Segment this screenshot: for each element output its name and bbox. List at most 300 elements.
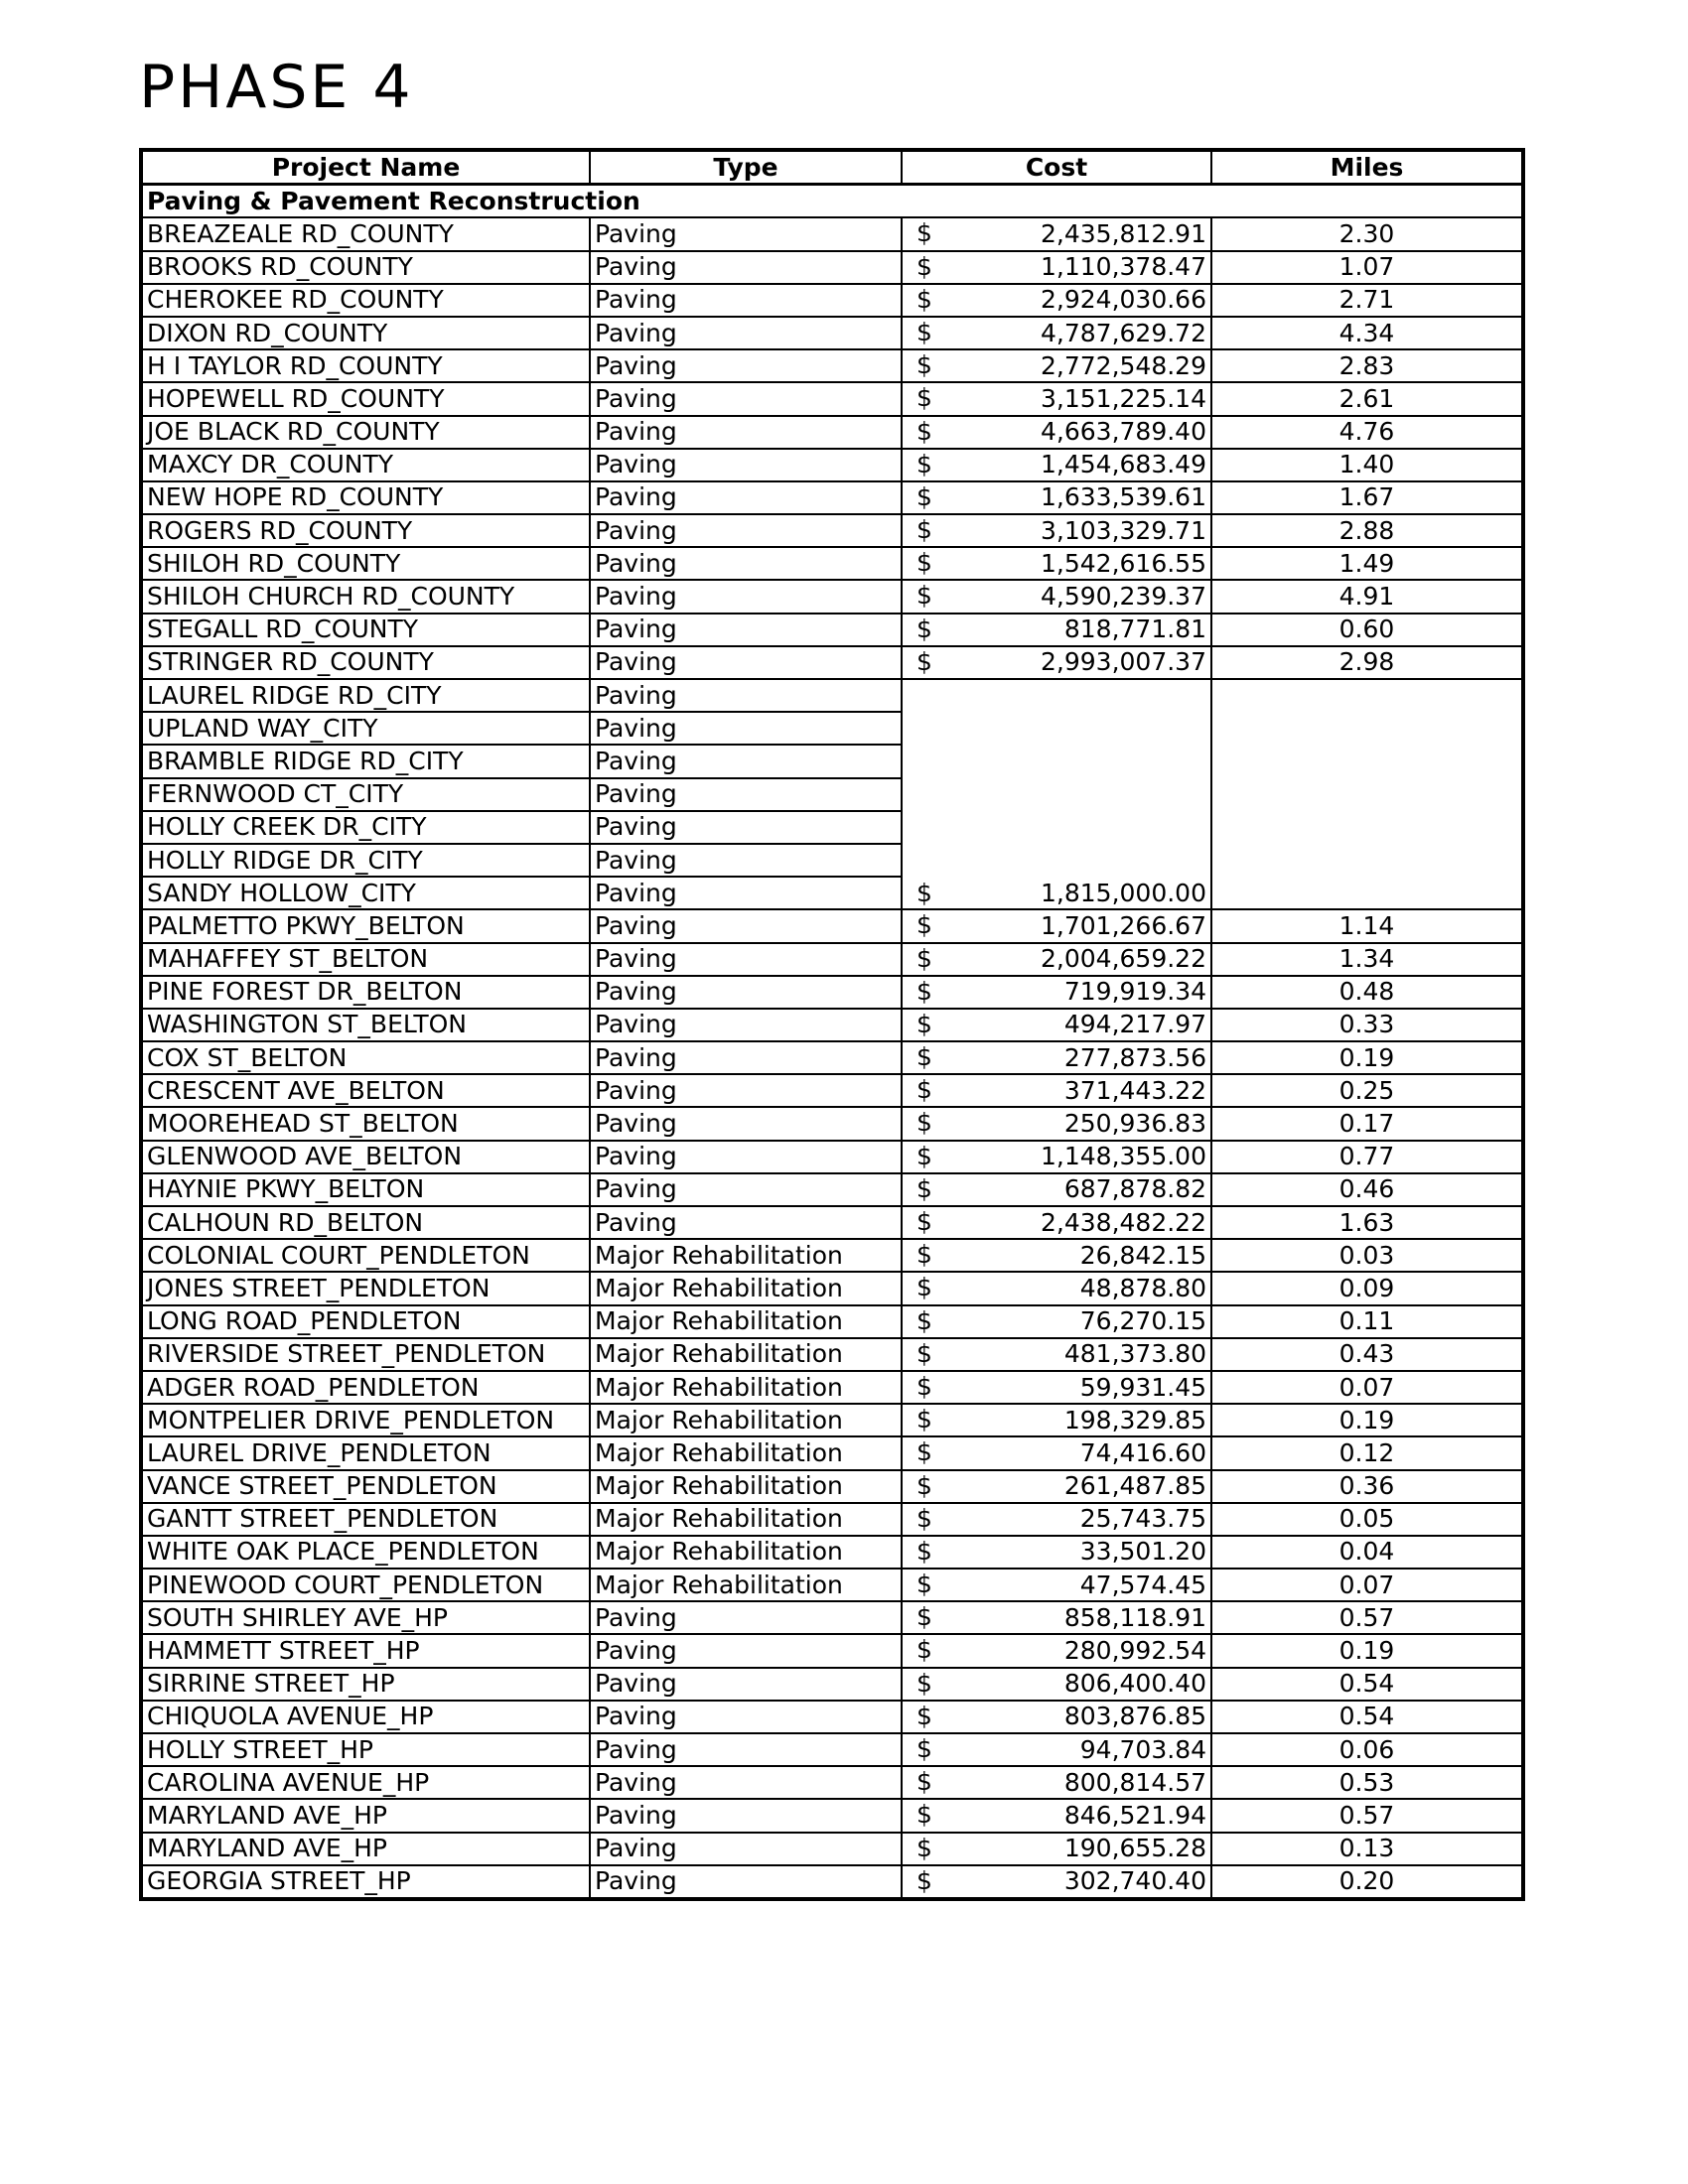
miles-cell: 0.19 [1211,1634,1523,1667]
cost-value: 687,878.82 [1063,1174,1206,1204]
currency-symbol: $ [916,416,932,446]
table-row [141,976,1523,1009]
cost-value: 1,542,616.55 [1041,548,1206,578]
type-cell: Paving [590,1701,902,1733]
table-row [141,1536,1523,1569]
project-name-cell: BROOKS RD_COUNTY [141,251,590,284]
project-name-cell: PALMETTO PKWY_BELTON [141,909,590,942]
type-cell: Major Rehabilitation [590,1404,902,1436]
project-name-cell: CAROLINA AVENUE_HP [141,1766,590,1799]
table-row [141,614,1523,646]
currency-symbol: $ [916,1141,932,1170]
cost-value: 302,740.40 [1063,1866,1206,1896]
project-name-cell: HOLLY CREEK DR_CITY [141,811,590,844]
cost-value: 190,655.28 [1063,1834,1206,1863]
cost-value: 846,521.94 [1063,1800,1206,1830]
cost-cell [902,1305,1211,1338]
currency-symbol: $ [916,383,932,413]
currency-symbol: $ [916,910,932,940]
project-name-cell: GANTT STREET_PENDLETON [141,1503,590,1536]
type-cell: Paving [590,778,902,811]
cost-value: 806,400.40 [1063,1669,1206,1699]
cost-value: 803,876.85 [1063,1702,1206,1731]
type-cell: Paving [590,679,902,712]
project-name-cell: BRAMBLE RIDGE RD_CITY [141,745,590,777]
type-cell: Paving [590,877,902,909]
miles-cell: 0.36 [1211,1470,1523,1503]
table-row [141,1569,1523,1601]
miles-cell: 0.13 [1211,1833,1523,1865]
cost-cell [902,1503,1211,1536]
cost-cell [902,1668,1211,1701]
table-row [141,1141,1523,1173]
miles-cell: 1.34 [1211,943,1523,976]
project-name-cell: WASHINGTON ST_BELTON [141,1009,590,1041]
cost-value: 76,270.15 [1079,1306,1206,1336]
project-name-cell: HOLLY STREET_HP [141,1733,590,1766]
cost-cell [902,909,1211,942]
project-name-cell: PINEWOOD COURT_PENDLETON [141,1569,590,1601]
currency-symbol: $ [916,1371,932,1401]
cost-value: 1,110,378.47 [1041,252,1206,282]
cost-cell [902,1009,1211,1041]
project-name-cell: LAUREL RIDGE RD_CITY [141,679,590,712]
cost-cell [902,679,1211,909]
table-row [141,1173,1523,1206]
type-cell: Paving [590,349,902,382]
miles-cell: 0.48 [1211,976,1523,1009]
currency-symbol: $ [916,218,932,248]
cost-cell [902,1404,1211,1436]
type-cell: Major Rehabilitation [590,1371,902,1404]
type-cell: Paving [590,646,902,679]
type-cell: Paving [590,217,902,250]
type-cell: Paving [590,1074,902,1107]
table-row [141,1601,1523,1634]
cost-cell [902,1141,1211,1173]
type-cell: Major Rehabilitation [590,1338,902,1371]
project-name-cell: MAHAFFEY ST_BELTON [141,943,590,976]
cost-cell [902,1634,1211,1667]
cost-cell [902,547,1211,580]
currency-symbol: $ [916,1207,932,1236]
type-cell: Paving [590,284,902,317]
cost-cell [902,1338,1211,1371]
type-cell: Paving [590,580,902,613]
cost-cell [902,317,1211,349]
project-name-cell: COLONIAL COURT_PENDLETON [141,1239,590,1272]
project-name-cell: CALHOUN RD_BELTON [141,1206,590,1239]
project-name-cell: BREAZEALE RD_COUNTY [141,217,590,250]
table-header-row [141,150,1523,185]
miles-cell: 4.34 [1211,317,1523,349]
project-name-cell: NEW HOPE RD_COUNTY [141,481,590,514]
table-row [141,1272,1523,1304]
project-name-cell: ROGERS RD_COUNTY [141,514,590,547]
project-name-cell: MONTPELIER DRIVE_PENDLETON [141,1404,590,1436]
miles-cell: 2.83 [1211,349,1523,382]
cost-cell [902,1733,1211,1766]
currency-symbol: $ [916,1240,932,1270]
cost-value: 4,787,629.72 [1041,318,1206,347]
currency-symbol: $ [916,1536,932,1566]
miles-cell: 0.77 [1211,1141,1523,1173]
currency-symbol: $ [916,317,932,346]
cost-cell [902,1701,1211,1733]
cost-value: 198,329.85 [1063,1405,1206,1434]
miles-cell: 0.33 [1211,1009,1523,1041]
table-row [141,1206,1523,1239]
table-row [141,1799,1523,1832]
table-row [141,1470,1523,1503]
project-name-cell: LAUREL DRIVE_PENDLETON [141,1436,590,1469]
type-cell: Paving [590,844,902,877]
currency-symbol: $ [916,1437,932,1467]
currency-symbol: $ [916,581,932,611]
table-row [141,1371,1523,1404]
project-name-cell: VANCE STREET_PENDLETON [141,1470,590,1503]
table-row [141,514,1523,547]
type-cell: Major Rehabilitation [590,1470,902,1503]
miles-cell: 0.17 [1211,1107,1523,1140]
cost-value: 2,924,030.66 [1041,285,1206,315]
cost-cell [902,217,1211,250]
table-row [141,646,1523,679]
project-name-cell: HOPEWELL RD_COUNTY [141,382,590,415]
currency-symbol: $ [916,1635,932,1665]
currency-symbol: $ [916,1602,932,1632]
miles-cell: 0.60 [1211,614,1523,646]
cost-value: 250,936.83 [1063,1109,1206,1139]
cost-cell [902,416,1211,449]
table-row [141,1701,1523,1733]
project-name-cell: PINE FOREST DR_BELTON [141,976,590,1009]
table-row [141,317,1523,349]
type-cell: Paving [590,943,902,976]
miles-cell: 1.40 [1211,449,1523,481]
cost-value: 1,815,000.00 [1041,879,1206,908]
type-cell: Paving [590,317,902,349]
table-row [141,1733,1523,1766]
cost-cell [902,449,1211,481]
miles-cell: 0.54 [1211,1701,1523,1733]
miles-cell: 1.63 [1211,1206,1523,1239]
project-name-cell: WHITE OAK PLACE_PENDLETON [141,1536,590,1569]
currency-symbol: $ [916,1865,932,1895]
currency-symbol: $ [916,284,932,314]
project-name-cell: STEGALL RD_COUNTY [141,614,590,646]
cost-value: 74,416.60 [1079,1437,1206,1467]
project-name-cell: GEORGIA STREET_HP [141,1865,590,1899]
cost-value: 47,574.45 [1079,1570,1206,1599]
type-cell: Paving [590,745,902,777]
project-name-cell: LONG ROAD_PENDLETON [141,1305,590,1338]
type-cell: Major Rehabilitation [590,1436,902,1469]
miles-cell: 1.07 [1211,251,1523,284]
table-row [141,1041,1523,1074]
miles-cell: 1.14 [1211,909,1523,942]
type-cell: Paving [590,416,902,449]
miles-cell: 0.05 [1211,1503,1523,1536]
currency-symbol: $ [916,1405,932,1434]
header-type: Type [590,150,902,185]
cost-value: 2,993,007.37 [1041,647,1206,677]
cost-value: 59,931.45 [1079,1372,1206,1402]
table-row [141,1766,1523,1799]
miles-cell: 0.25 [1211,1074,1523,1107]
cost-cell [902,646,1211,679]
currency-symbol: $ [916,1570,932,1599]
currency-symbol: $ [916,251,932,281]
cost-cell [902,1766,1211,1799]
miles-cell [1211,679,1523,909]
miles-cell: 2.30 [1211,217,1523,250]
table-row [141,1865,1523,1899]
currency-symbol: $ [916,1470,932,1500]
cost-cell [902,1239,1211,1272]
cost-value: 494,217.97 [1063,1010,1206,1039]
currency-symbol: $ [916,976,932,1006]
section-row [141,185,1523,218]
project-name-cell: GLENWOOD AVE_BELTON [141,1141,590,1173]
type-cell: Paving [590,1766,902,1799]
miles-cell: 0.09 [1211,1272,1523,1304]
currency-symbol: $ [916,1701,932,1730]
miles-cell: 4.91 [1211,580,1523,613]
table-row [141,382,1523,415]
project-name-cell: UPLAND WAY_CITY [141,712,590,745]
type-cell: Paving [590,251,902,284]
section-title: Paving & Pavement Reconstruction [141,185,1523,218]
table-row [141,1305,1523,1338]
currency-symbol: $ [916,646,932,676]
miles-cell: 0.57 [1211,1799,1523,1832]
type-cell: Major Rehabilitation [590,1272,902,1304]
currency-symbol: $ [916,350,932,380]
currency-symbol: $ [916,614,932,643]
project-name-cell: STRINGER RD_COUNTY [141,646,590,679]
cost-value: 2,004,659.22 [1041,944,1206,974]
miles-cell: 2.71 [1211,284,1523,317]
type-cell: Paving [590,1865,902,1899]
table-row [141,1074,1523,1107]
cost-value: 719,919.34 [1063,977,1206,1007]
cost-value: 4,590,239.37 [1041,582,1206,612]
cost-value: 48,878.80 [1079,1273,1206,1302]
miles-cell: 0.07 [1211,1371,1523,1404]
miles-cell: 0.53 [1211,1766,1523,1799]
miles-cell: 0.20 [1211,1865,1523,1899]
table-row [141,943,1523,976]
cost-cell [902,1107,1211,1140]
miles-cell: 0.19 [1211,1041,1523,1074]
cost-cell [902,1371,1211,1404]
cost-value: 481,373.80 [1063,1339,1206,1369]
type-cell: Paving [590,909,902,942]
table-row [141,1404,1523,1436]
table-row [141,251,1523,284]
type-cell: Major Rehabilitation [590,1305,902,1338]
cost-value: 3,151,225.14 [1041,383,1206,413]
currency-symbol: $ [916,1108,932,1138]
table-row [141,1338,1523,1371]
cost-cell [902,514,1211,547]
currency-symbol: $ [916,879,932,908]
currency-symbol: $ [916,1734,932,1763]
type-cell: Paving [590,1733,902,1766]
project-name-cell: MOOREHEAD ST_BELTON [141,1107,590,1140]
project-name-cell: RIVERSIDE STREET_PENDLETON [141,1338,590,1371]
cost-cell [902,1799,1211,1832]
page-title: PHASE 4 [139,53,414,122]
table-row [141,909,1523,942]
type-cell: Paving [590,1634,902,1667]
project-name-cell: FERNWOOD CT_CITY [141,778,590,811]
header-miles: Miles [1211,150,1523,185]
project-name-cell: MARYLAND AVE_HP [141,1799,590,1832]
project-name-cell: COX ST_BELTON [141,1041,590,1074]
table-row [141,1009,1523,1041]
cost-value: 94,703.84 [1079,1734,1206,1764]
miles-cell: 0.11 [1211,1305,1523,1338]
miles-cell: 2.61 [1211,382,1523,415]
currency-symbol: $ [916,1173,932,1203]
cost-value: 3,103,329.71 [1041,515,1206,545]
cost-cell [902,284,1211,317]
cost-cell [902,251,1211,284]
miles-cell: 4.76 [1211,416,1523,449]
project-name-cell: JONES STREET_PENDLETON [141,1272,590,1304]
type-cell: Paving [590,1107,902,1140]
currency-symbol: $ [916,1668,932,1698]
header-cost: Cost [902,150,1211,185]
type-cell: Paving [590,1173,902,1206]
table-row [141,284,1523,317]
cost-cell [902,1470,1211,1503]
cost-value: 26,842.15 [1079,1240,1206,1270]
miles-cell: 0.07 [1211,1569,1523,1601]
type-cell: Paving [590,1799,902,1832]
miles-cell: 0.43 [1211,1338,1523,1371]
type-cell: Major Rehabilitation [590,1503,902,1536]
type-cell: Paving [590,1141,902,1173]
project-name-cell: DIXON RD_COUNTY [141,317,590,349]
table-row [141,481,1523,514]
cost-cell [902,614,1211,646]
type-cell: Major Rehabilitation [590,1239,902,1272]
miles-cell: 1.67 [1211,481,1523,514]
type-cell: Paving [590,481,902,514]
cost-value: 2,438,482.22 [1041,1207,1206,1237]
table-row [141,547,1523,580]
miles-cell: 0.12 [1211,1436,1523,1469]
cost-value: 1,148,355.00 [1041,1142,1206,1171]
currency-symbol: $ [916,1042,932,1072]
table-row [141,416,1523,449]
cost-cell [902,382,1211,415]
currency-symbol: $ [916,1273,932,1302]
cost-value: 800,814.57 [1063,1767,1206,1797]
type-cell: Paving [590,712,902,745]
cost-value: 818,771.81 [1063,614,1206,644]
cost-cell [902,1865,1211,1899]
cost-value: 4,663,789.40 [1041,417,1206,447]
cost-value: 371,443.22 [1063,1075,1206,1105]
cost-cell [902,943,1211,976]
project-name-cell: ADGER ROAD_PENDLETON [141,1371,590,1404]
currency-symbol: $ [916,943,932,973]
table-body [141,185,1523,1899]
project-name-cell: SHILOH CHURCH RD_COUNTY [141,580,590,613]
cost-value: 33,501.20 [1079,1537,1206,1567]
table-row [141,217,1523,250]
project-name-cell: SOUTH SHIRLEY AVE_HP [141,1601,590,1634]
cost-cell [902,976,1211,1009]
cost-cell [902,1436,1211,1469]
cost-value: 1,701,266.67 [1041,910,1206,940]
table-row [141,349,1523,382]
project-name-cell: CHIQUOLA AVENUE_HP [141,1701,590,1733]
type-cell: Paving [590,514,902,547]
cost-value: 2,772,548.29 [1041,350,1206,380]
currency-symbol: $ [916,515,932,545]
currency-symbol: $ [916,1767,932,1797]
cost-cell [902,1272,1211,1304]
currency-symbol: $ [916,1338,932,1368]
project-name-cell: SHILOH RD_COUNTY [141,547,590,580]
table-row [141,1239,1523,1272]
miles-cell: 1.49 [1211,547,1523,580]
miles-cell: 0.57 [1211,1601,1523,1634]
cost-cell [902,1833,1211,1865]
cost-cell [902,1173,1211,1206]
currency-symbol: $ [916,449,932,478]
project-name-cell: HAMMETT STREET_HP [141,1634,590,1667]
cost-cell [902,481,1211,514]
table-row [141,679,1523,712]
cost-cell [902,1074,1211,1107]
currency-symbol: $ [916,1305,932,1335]
project-name-cell: CRESCENT AVE_BELTON [141,1074,590,1107]
cost-value: 25,743.75 [1079,1504,1206,1534]
currency-symbol: $ [916,1503,932,1533]
project-name-cell: CHEROKEE RD_COUNTY [141,284,590,317]
miles-cell: 0.46 [1211,1173,1523,1206]
type-cell: Major Rehabilitation [590,1569,902,1601]
project-name-cell: HOLLY RIDGE DR_CITY [141,844,590,877]
type-cell: Paving [590,614,902,646]
cost-cell [902,1536,1211,1569]
cost-value: 280,992.54 [1063,1636,1206,1666]
currency-symbol: $ [916,548,932,578]
currency-symbol: $ [916,1833,932,1862]
project-name-cell: H I TAYLOR RD_COUNTY [141,349,590,382]
table-row [141,1634,1523,1667]
table-row [141,1503,1523,1536]
table-row [141,1668,1523,1701]
project-name-cell: SIRRINE STREET_HP [141,1668,590,1701]
cost-value: 277,873.56 [1063,1042,1206,1072]
project-name-cell: HAYNIE PKWY_BELTON [141,1173,590,1206]
currency-symbol: $ [916,1075,932,1105]
miles-cell: 0.54 [1211,1668,1523,1701]
miles-cell: 2.88 [1211,514,1523,547]
type-cell: Paving [590,382,902,415]
type-cell: Paving [590,1041,902,1074]
currency-symbol: $ [916,481,932,511]
currency-symbol: $ [916,1800,932,1830]
cost-value: 261,487.85 [1063,1471,1206,1501]
